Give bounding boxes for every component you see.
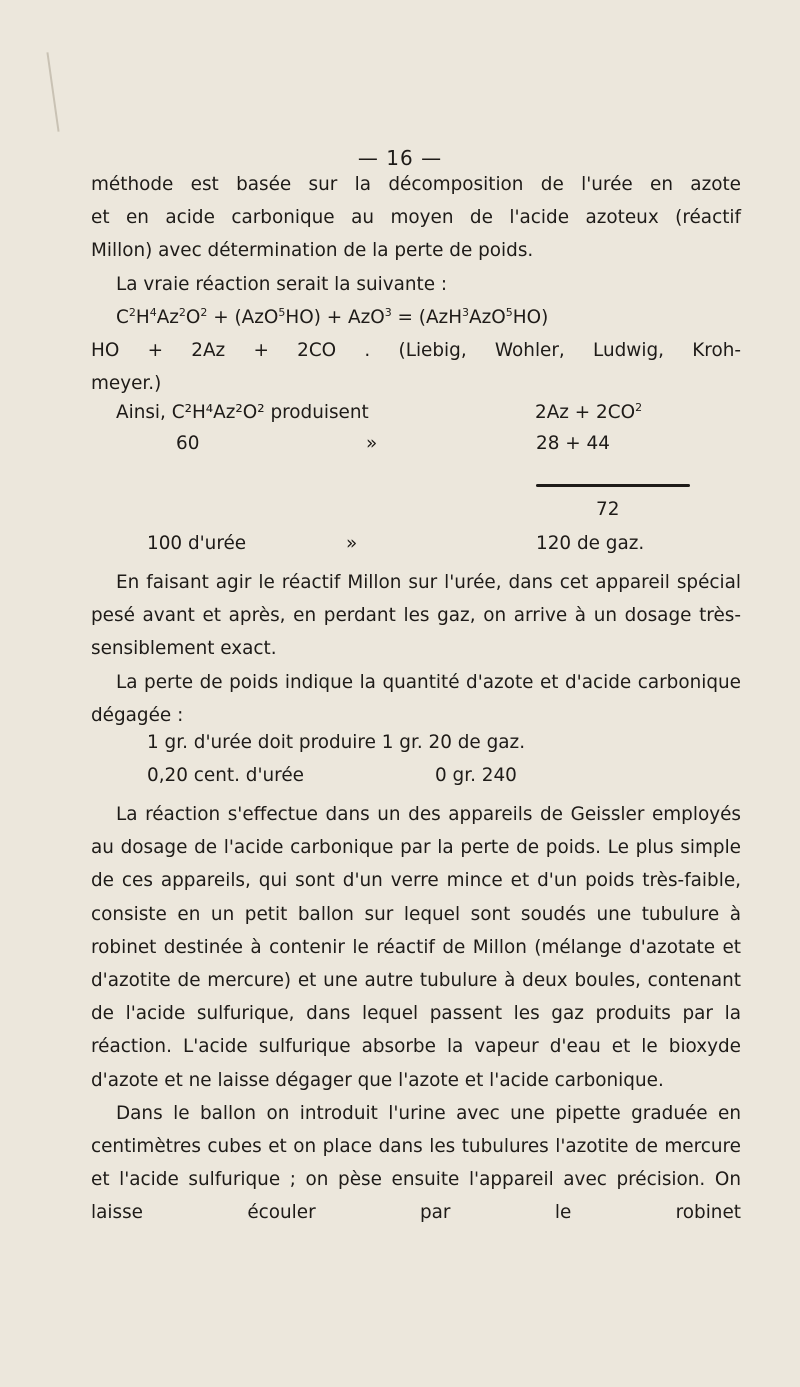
body-text-block — [91, 566, 741, 732]
reaction-equation-line2: HO + 2Az + 2CO . (Liebig, Wohler, Ludwig, Kroh- — [91, 340, 741, 362]
sum-brace — [536, 484, 690, 487]
text-line: et en acide carbonique au moyen de l'acide azoteux (réactif — [91, 207, 741, 229]
table-row2-left: 60 — [176, 433, 200, 454]
page-number: — 16 — — [357, 146, 443, 170]
calc-line2-left: 0,20 cent. d'urée — [147, 765, 304, 786]
paragraph: En faisant agir le réactif Millon sur l'urée, dans cet appareil spécial pesé avant et après, en perdant les gaz, on arrive à un dosage très-sensiblement exact. — [91, 572, 741, 660]
paragraph: La perte de poids indique la quantité d'azote et d'acide carbonique dégagée : — [91, 671, 741, 726]
paragraph-continuation — [91, 168, 741, 400]
reaction-intro: La vraie réaction serait la suivante : — [116, 273, 448, 295]
table-row2-right: 28 + 44 — [536, 433, 610, 454]
calc-line2-right: 0 gr. 240 — [435, 765, 517, 786]
table-row2-mid: » — [366, 433, 378, 454]
text-line: Millon) avec détermination de la perte de poids. — [91, 240, 534, 262]
margin-pencil-mark — [46, 52, 59, 131]
paragraph: Dans le ballon on introduit l'urine avec une pipette graduée en centimètres cubes et on place dans les tubulures l'azotite de mercure et l'acide sulfurique ; on pèse ensuite l'appareil avec précision. On laisse écouler par le robinet — [91, 1102, 741, 1224]
table-row4-left: 100 d'urée — [147, 533, 247, 554]
table-row4-right: 120 de gaz. — [536, 533, 645, 554]
reaction-equation-line3: meyer.) — [91, 373, 162, 395]
table-row1-left: Ainsi, C²H⁴Az²O² produisent — [116, 402, 369, 423]
table-row4-mid: » — [346, 533, 358, 554]
paragraph: La réaction s'effectue dans un des appareils de Geissler employés au dosage de l'acide carbonique par la perte de poids. Le plus simple de ces appareils, qui sont d'un verre mince et d'un poids très-faible, consiste en un petit ballon sur lequel sont soudés une tubulure à robinet destinée à contenir le réactif de Millon (mélange d'azotate et d'azotite de mercure) et une autre tubulure à deux boules, contenant de l'acide sulfurique, dans lequel passent les gaz produits par la réaction. L'acide sulfurique absorbe la vapeur d'eau et le bioxyde d'azote et ne laisse dégager que l'azote et l'acide carbonique. — [91, 804, 741, 1091]
reaction-equation-line1: $C^2H^4Az^2O^2 + (AzO^5HO) + AzO^3 = (AzH^3AzO^5HO)$ — [116, 305, 549, 328]
table-row1-right: $2Az + 2CO^2$ — [535, 401, 643, 423]
text-line: méthode est basée sur la décomposition de l'urée en azote — [91, 174, 741, 195]
calc-line1: 1 gr. d'urée doit produire 1 gr. 20 de gaz. — [147, 732, 526, 753]
table-row3-right: 72 — [596, 499, 620, 520]
body-text-block — [91, 798, 741, 1230]
